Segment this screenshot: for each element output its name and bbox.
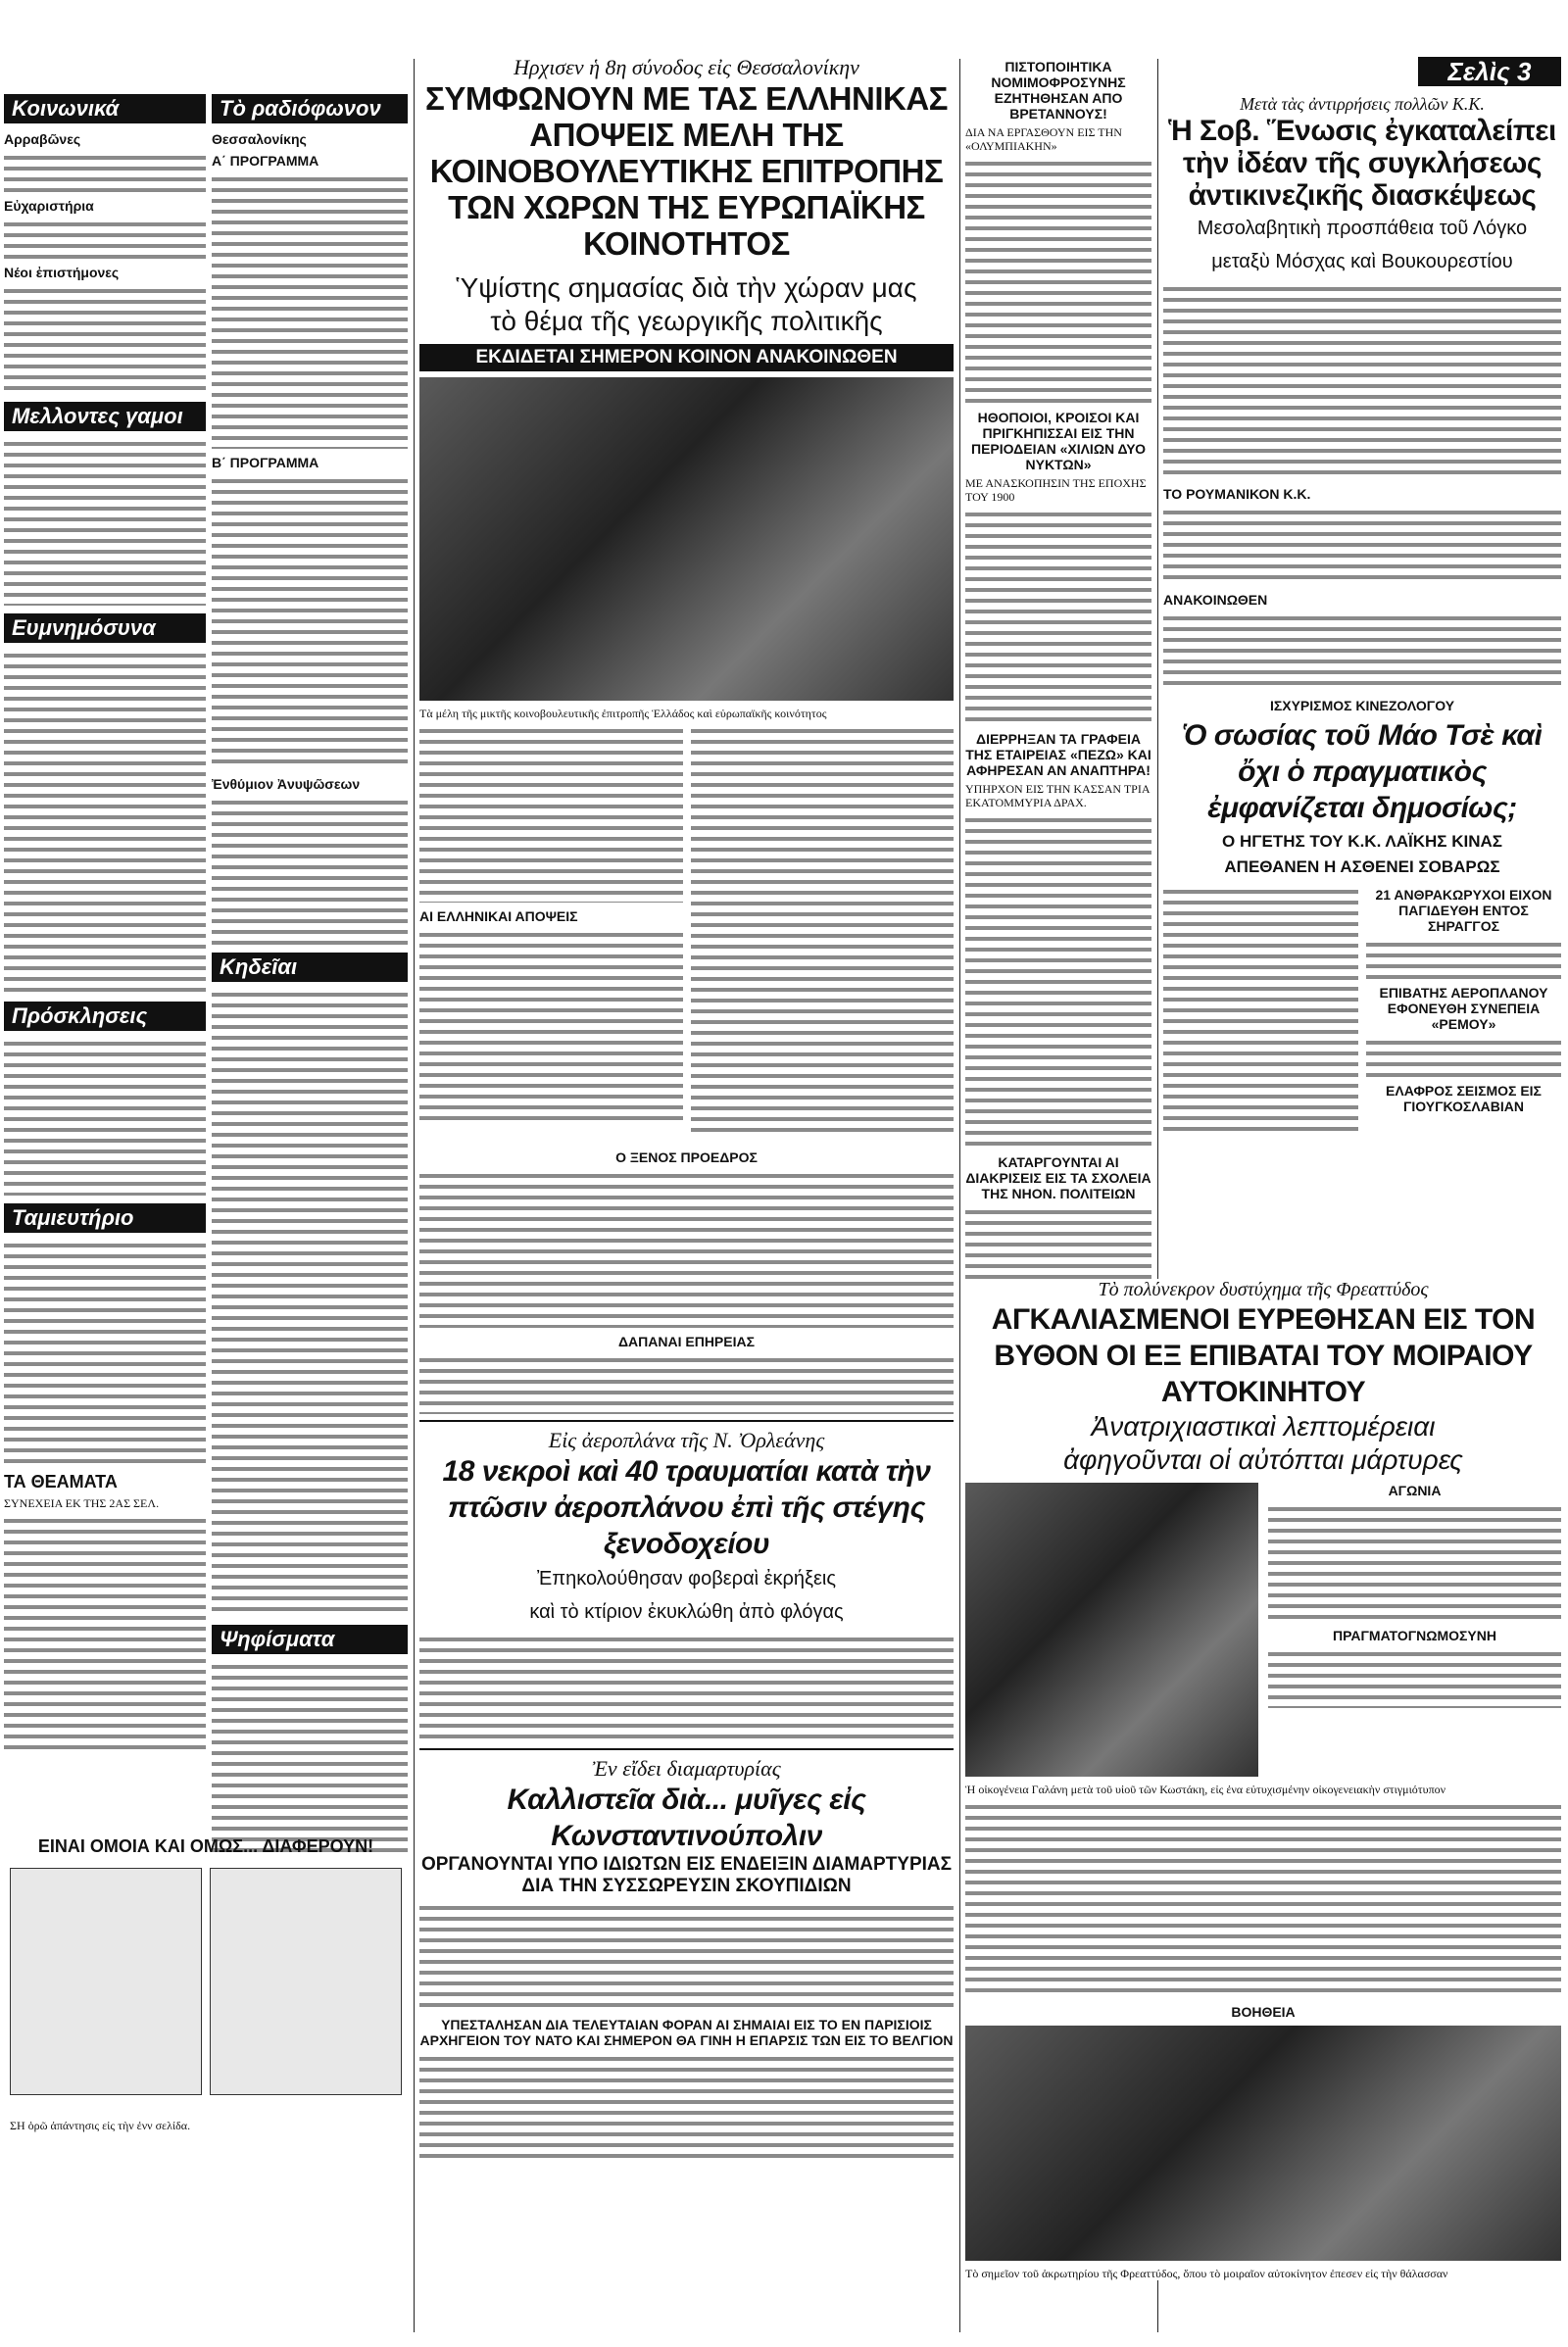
mao-kicker: ΙΣΧΥΡΙΣΜΟΣ ΚΙΝΕΖΟΛΟΓΟΥ [1269,698,1455,713]
neworleans-kicker: Εἰς ἀεροπλάνα τῆς Ν. Ὀρλεάνης [548,1428,825,1452]
right-sub2: μεταξὺ Μόσχας καὶ Βουκουρεστίου [1211,251,1513,272]
hijack-heading: ΕΠΙΒΑΤΗΣ ΑΕΡΟΠΛΑΝΟΥ ΕΦΟΝΕΥΘΗ ΣΥΝΕΠΕΙΑ «ΡΕΜΟΥ» [1379,985,1548,1032]
meeting-photo [419,377,954,701]
aid-heading: ΒΟΗΘΕΙΑ [1231,2004,1296,2020]
radio-column [212,0,408,1864]
miners-heading: 21 ΑΝΘΡΑΚΩΡΥΧΟΙ ΕΙΧΟΝ ΠΑΓΙΔΕΥΘΗ ΕΝΤΟΣ ΣΗΡΑΓΓΟΣ [1375,887,1552,934]
neworleans-sub2: καὶ τὸ κτίριον ἐκυκλώθη ἀπὸ φλόγας [529,1601,844,1623]
expenses-heading: ΔΑΠΑΝΑΙ ΕΠΗΡΕΙΑΣ [617,1334,756,1349]
cliff-photo [965,2026,1561,2261]
thefts-sub: ΜΕ ΑΝΑΣΚΟΠΗΣΙΝ ΤΗΣ ΕΠΟΧΗΣ ΤΟΥ 1900 [965,476,1147,504]
page-label: Σελὶς 3 [1418,57,1561,86]
wishes-heading: Εὐχαριστήρια [4,198,94,214]
protest-kicker: Ἐν εἴδει διαμαρτυρίας [592,1756,781,1781]
engagements-heading: Αρραβῶνες [4,131,81,147]
social-header: Κοινωνικά [4,94,206,123]
announcement-heading: ΑΝΑΚΟΙΝΩΘΕΝ [1163,592,1268,608]
mao-headline: Ὁ σωσίας τοῦ Μάο Τσὲ καὶ ὄχι ὁ πραγματικὸς ἐμφανίζεται δημοσίως; [1182,719,1543,824]
program-b: Β΄ ΠΡΟΓΡΑΜΜΑ [212,455,319,470]
cert-sub: ΔΙΑ ΝΑ ΕΡΓΑΣΘΟΥΝ ΕΙΣ ΤΗΝ «ΟΛΥΜΠΙΑΚΗΝ» [965,125,1122,153]
pragmatogn-heading: ΠΡΑΓΜΑΤΟΓΝΩΜΟΣΥΝΗ [1333,1628,1496,1643]
protest-headline: Καλλιστεῖα διὰ... μυῖγες εἰς Κωνσταντινούπολιν [507,1784,866,1852]
tragedy-sub2: ἀφηγοῦνται οἱ αὐτόπται μάρτυρες [1063,1444,1463,1475]
center-sub1: Ὑψίστης σημασίας διὰ τὴν χώραν μας [456,272,917,303]
program-a: Α΄ ΠΡΟΓΡΑΜΜΑ [212,153,319,169]
cartoon-caption: ΣΗ ὁρῶ ἀπάντησις εἰς τὴν ἐνν σελίδα. [10,2119,191,2132]
right-kicker: Μετὰ τὰς ἀντιρρήσεις πολλῶν Κ.Κ. [1240,94,1485,114]
tragedy-sub1: Ἀνατριχιαστικαὶ λεπτομέρειαι [1091,1411,1436,1442]
chairman-heading: Ο ΞΕΝΟΣ ΠΡΟΕΔΡΟΣ [615,1149,758,1165]
discrim-heading: ΚΑΤΑΡΓΟΥΝΤΑΙ ΑΙ ΔΙΑΚΡΙΣΕΙΣ ΕΙΣ ΤΑ ΣΧΟΛΕΙΑ ΤΗΣ ΝΗΟΝ. ΠΟΛΙΤΕΙΩΝ [965,1154,1152,1201]
romania-heading: ΤΟ ΡΟΥΜΑΝΙΚΟΝ Κ.Κ. [1163,486,1311,502]
cert-heading: ΠΙΣΤΟΠΟΙΗΤΙΚΑ ΝΟΜΙΜΟΦΡΟΣΥΝΗΣ ΕΖΗΤΗΘΗΣΑΝ ΑΠΟ ΒΡΕΤΑΝΝΟΥΣ! [991,59,1126,122]
radio-city: Θεσσαλονίκης [212,131,307,147]
family-photo [965,1483,1258,1777]
greek-views-heading: ΑΙ ΕΛΛΗΝΙΚΑΙ ΑΠΟΨΕΙΣ [419,908,578,924]
funds-header: Ταμιευτήριο [4,1203,206,1233]
funerals-header: Κηδεῖαι [212,953,408,982]
family-photo-caption: Ἡ οἰκογένεια Γαλάνη μετὰ τοῦ υἱοῦ τῶν Κωστάκη, εἰς ἐνα εὐτυχισμένην οἰκογενειακὴν στιγμιότυπον [965,1783,1446,1796]
new-scientists-heading: Νέοι ἐπιστήμονες [4,265,120,280]
ministers-header: Ψηφίσματα [212,1625,408,1654]
agony-heading: ΑΓΩΝΙΑ [1388,1483,1442,1498]
radio-header: Τὸ ραδιόφωνον [212,94,408,123]
cliff-photo-caption: Τὸ σημεῖον τοῦ ἀκρωτηρίου τῆς Φρεαττύδος, ὅπου τὸ μοιραῖον αὐτοκίνητον ἐπεσεν εἰς τὴν θάλασσαν [965,2267,1448,2280]
quake-heading: ΕΛΑΦΡΟΣ ΣΕΙΣΜΟΣ ΕΙΣ ΓΙΟΥΓΚΟΣΛΑΒΙΑΝ [1386,1083,1542,1114]
mourning-header: Πρόσκλησεις [4,1002,206,1031]
future-weddings-header: Μελλοντες γαμοι [4,402,206,431]
tragedy-headline: ΑΓΚΑΛΙΑΣΜΕΝΟΙ ΕΥΡΕΘΗΣΑΝ ΕΙΣ ΤΟΝ ΒΥΘΟΝ ΟΙ ΕΞ ΕΠΙΒΑΤΑΙ ΤΟΥ ΜΟΙΡΑΙΟΥ ΑΥΤΟΚΙΝΗΤΟΥ [991,1303,1536,1408]
robbery-sub: ΥΠΗΡΧΟΝ ΕΙΣ ΤΗΝ ΚΑΣΣΑΝ ΤΡΙΑ ΕΚΑΤΟΜΜΥΡΙΑ ΔΡΑΧ. [965,782,1150,809]
thefts-heading: ΗΘΟΠΟΙΟΙ, ΚΡΟΙΣΟΙ ΚΑΙ ΠΡΙΓΚΗΠΙΣΣΑΙ ΕΙΣ ΤΗΝ ΠΕΡΙΟΔΕΙΑΝ «ΧΙΛΙΩΝ ΔΥΟ ΝΥΚΤΩΝ» [970,410,1147,472]
theatres-heading: ΤΑ ΘΕΑΜΑΤΑ [4,1472,118,1491]
center-section [419,0,954,2168]
theatres-sub: ΣΥΝΕΧΕΙΑ ΕΚ ΤΗΣ 2ΑΣ ΣΕΛ. [4,1496,160,1510]
right-section [1163,0,1561,1138]
cartoon [10,1828,402,2132]
mao-sub2: ΑΠΕΘΑΝΕΝ Η ΑΣΘΕΝΕΙ ΣΟΒΑΡΩΣ [1224,857,1500,876]
cartoon-title: ΕΙΝΑΙ ΟΜΟΙΑ ΚΑΙ ΟΜΩΣ... ΔΙΑΦΕΡΟΥΝ! [37,1836,374,1856]
neworleans-headline: 18 νεκροὶ καὶ 40 τραυματίαι κατὰ τὴν πτῶσιν ἀεροπλάνου ἐπὶ τῆς στέγης ξενοδοχείου [442,1455,931,1560]
robbery-heading: ΔΙΕΡΡΗΞΑΝ ΤΑ ΓΡΑΦΕΙΑ ΤΗΣ ΕΤΑΙΡΕΙΑΣ «ΠΕΖΩ» ΚΑΙ ΑΦΗΡΕΣΑΝ ΑΝ ΑΝΑΠΤΗΡΑ! [965,731,1152,778]
center-headline: ΣΥΜΦΩΝΟΥΝ ΜΕ ΤΑΣ ΕΛΛΗΝΙΚΑΣ ΑΠΟΨΕΙΣ ΜΕΛΗ ΤΗΣ ΚΟΙΝΟΒΟΥΛΕΥΤΙΚΗΣ ΕΠΙΤΡΟΠΗΣ ΤΩΝ ΧΩΡΩΝ ΤΗΣ ΕΥΡΩΠΑΪΚΗΣ ΚΟΙΝΟΤΗΤΟΣ [425,80,948,262]
center-sub2: τὸ θέμα τῆς γεωργικῆς πολιτικῆς [490,306,883,336]
tragedy-section [965,1279,1561,2280]
meeting-photo-caption: Τὰ μέλη τῆς μικτῆς κοινοβουλευτικῆς ἐπιτροπῆς Ἑλλάδος καὶ εὐρωπαϊκῆς κοινότητος [419,707,827,720]
memorials-header: Ευμνημόσυνα [4,613,206,643]
center-sub3: ΕΚΔΙΔΕΤΑΙ ΣΗΜΕΡΟΝ ΚΟΙΝΟΝ ΑΝΑΚΟΙΝΩΘΕΝ [419,344,954,371]
center-kicker: Ηρχισεν ἡ 8η σύνοδος εἰς Θεσσαλονίκην [514,55,859,79]
right-headline: Ἡ Σοβ. Ἕνωσις ἐγκαταλείπει τὴν ἰδέαν τῆς συγκλήσεως ἀντικινεζικῆς διασκέψεως [1168,115,1556,212]
nato-headline: ΥΠΕΣΤΑΛΗΣΑΝ ΔΙΑ ΤΕΛΕΥΤΑΙΑΝ ΦΟΡΑΝ ΑΙ ΣΗΜΑΙΑΙ ΕΙΣ ΤΟ ΕΝ ΠΑΡΙΣΙΟΙΣ ΑΡΧΗΓΕΙΟΝ ΤΟΥ ΝΑΤΟ ΚΑΙ ΣΗΜΕΡΟΝ ΘΑ ΓΙΝΗ Η ΕΠΑΡΣΙΣ ΤΩΝ ΕΙΣ ΤΟ ΒΕΛΓΙΟΝ [419,2017,954,2048]
neworleans-sub1: Ἐπηκολούθησαν φοβεραὶ ἐκρήξεις [537,1568,836,1589]
tragedy-kicker: Τὸ πολύνεκρον δυστύχημα τῆς Φρεαττύδος [1098,1279,1429,1300]
left-column [4,0,206,1757]
protest-sub: ΟΡΓΑΝΟΥΝΤΑΙ ΥΠΟ ΙΔΙΩΤΩΝ ΕΙΣ ΕΝΔΕΙΞΙΝ ΔΙΑΜΑΡΤΥΡΙΑΣ ΔΙΑ ΤΗΝ ΣΥΣΣΩΡΕΥΣΙΝ ΣΚΟΥΠΙΔΙΩΝ [420,1854,953,1896]
right-sub1: Μεσολαβητικὴ προσπάθεια τοῦ Λόγκο [1197,218,1528,239]
onomastics-heading: Ἐνθύμιον Ἀνυψῶσεων [212,776,361,792]
mao-sub1: Ο ΗΓΕΤΗΣ ΤΟΥ Κ.Κ. ΛΑΪΚΗΣ ΚΙΝΑΣ [1222,832,1502,851]
